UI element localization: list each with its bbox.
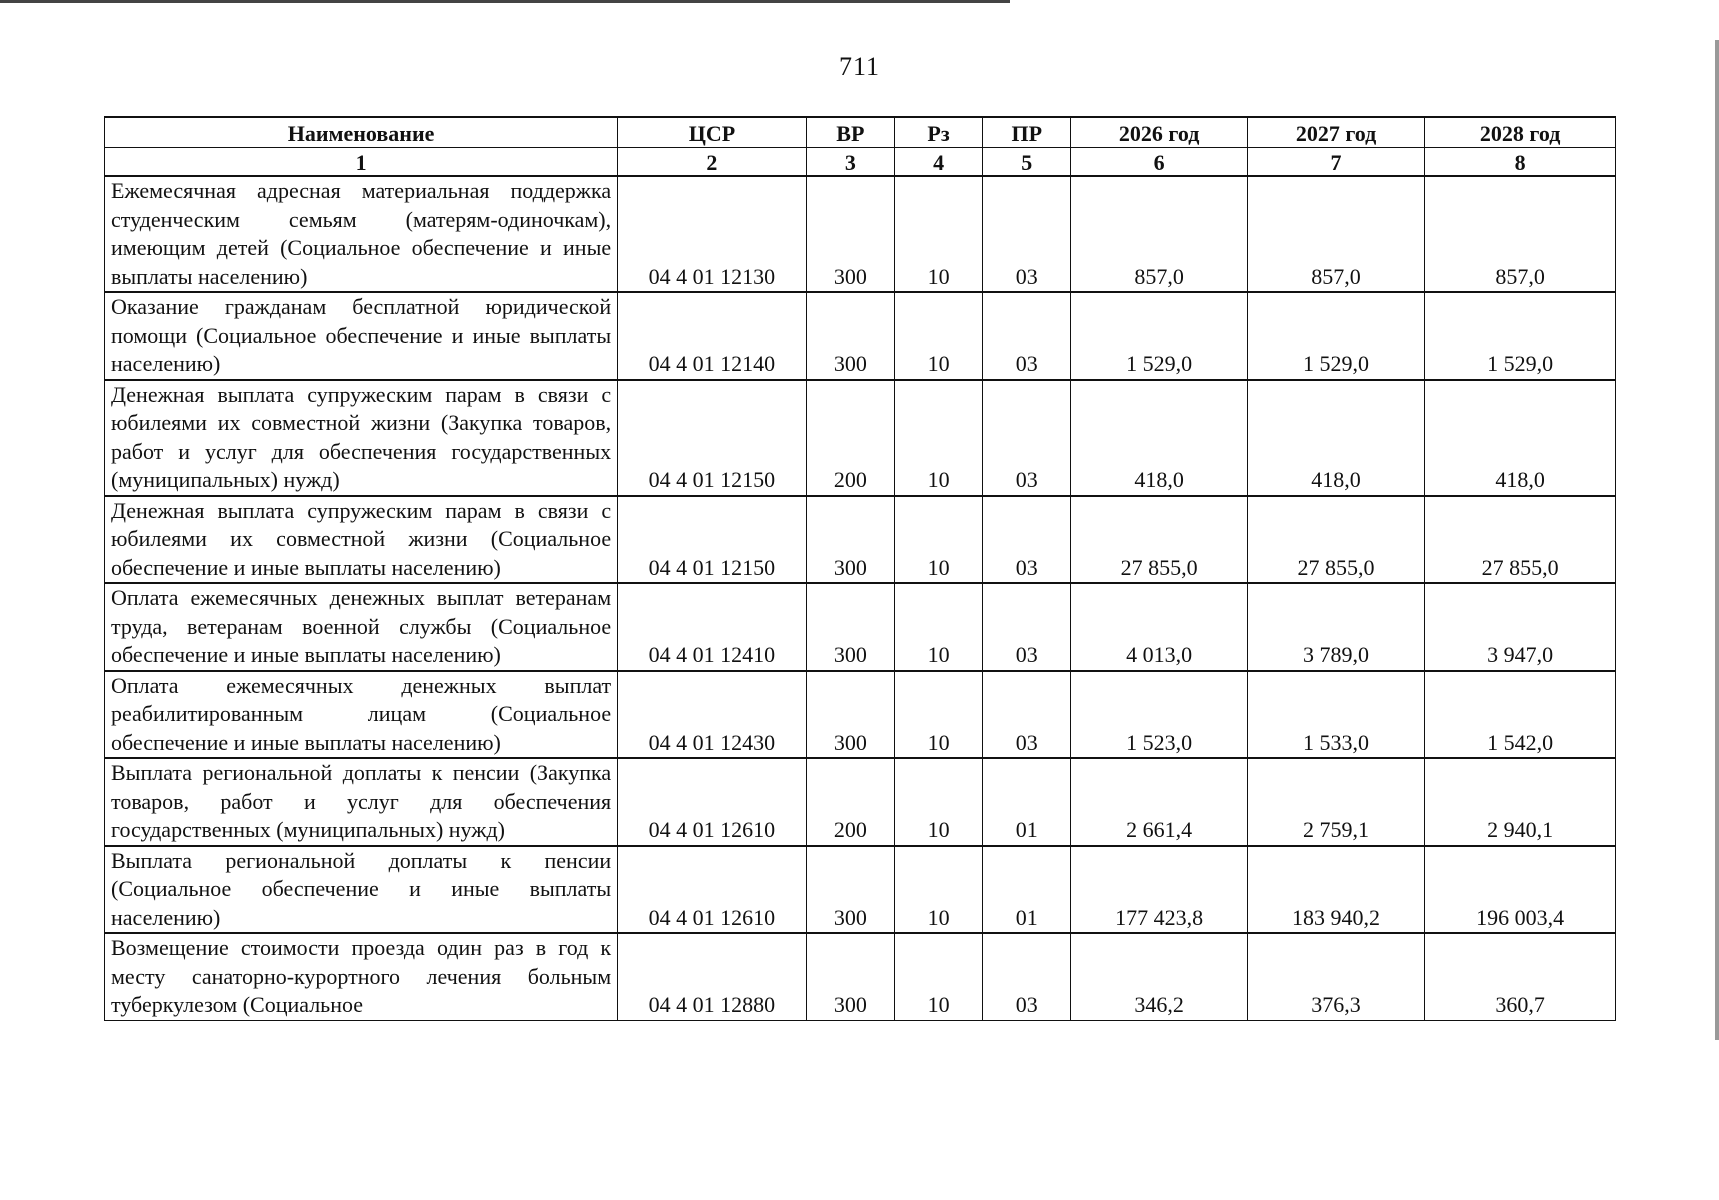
row-csr: 04 4 01 12610 [618, 846, 807, 934]
row-2027: 1 533,0 [1247, 671, 1424, 759]
row-csr: 04 4 01 12880 [618, 933, 807, 1020]
table-row [105, 176, 1616, 292]
row-2026: 857,0 [1071, 176, 1247, 292]
column-number: 6 [1071, 148, 1247, 177]
row-rz: 10 [894, 758, 982, 846]
row-2028: 196 003,4 [1425, 846, 1616, 934]
row-2026: 177 423,8 [1071, 846, 1247, 934]
table-row [105, 671, 1616, 759]
header-pr: ПР [983, 117, 1071, 148]
column-number: 3 [806, 148, 894, 177]
row-2027: 183 940,2 [1247, 846, 1424, 934]
row-pr: 01 [983, 846, 1071, 934]
header-2026: 2026 год [1071, 117, 1247, 148]
row-2026: 418,0 [1071, 380, 1247, 496]
row-rz: 10 [894, 496, 982, 584]
row-name: Ежемесячная адресная материальная поддержка студенческим семьям (матерям-одиночкам), имеющим детей (Социальное обеспечение и иные выплаты населению) [105, 176, 618, 292]
row-2027: 27 855,0 [1247, 496, 1424, 584]
row-rz: 10 [894, 671, 982, 759]
row-pr: 03 [983, 496, 1071, 584]
row-vr: 300 [806, 176, 894, 292]
scan-artifact-top-line [0, 0, 1010, 3]
column-number: 7 [1247, 148, 1424, 177]
row-2027: 3 789,0 [1247, 583, 1424, 671]
row-rz: 10 [894, 583, 982, 671]
table-row [105, 933, 1616, 1020]
row-vr: 200 [806, 380, 894, 496]
row-2026: 2 661,4 [1071, 758, 1247, 846]
row-2026: 1 529,0 [1071, 292, 1247, 380]
row-2028: 2 940,1 [1425, 758, 1616, 846]
table-row [105, 846, 1616, 934]
column-number: 5 [983, 148, 1071, 177]
column-number: 1 [105, 148, 618, 177]
row-name: Возмещение стоимости проезда один раз в год к месту санаторно-курортного лечения больным туберкулезом (Социальное [105, 933, 618, 1020]
row-name: Выплата региональной доплаты к пенсии (Закупка товаров, работ и услуг для обеспечения государственных (муниципальных) нужд) [105, 758, 618, 846]
row-2027: 1 529,0 [1247, 292, 1424, 380]
row-2028: 360,7 [1425, 933, 1616, 1020]
header-2028: 2028 год [1425, 117, 1616, 148]
row-name: Оплата ежемесячных денежных выплат реабилитированным лицам (Социальное обеспечение и иные выплаты населению) [105, 671, 618, 759]
row-rz: 10 [894, 292, 982, 380]
column-number: 2 [618, 148, 807, 177]
column-number: 4 [894, 148, 982, 177]
row-2026: 346,2 [1071, 933, 1247, 1020]
row-vr: 300 [806, 846, 894, 934]
row-csr: 04 4 01 12140 [618, 292, 807, 380]
row-vr: 300 [806, 933, 894, 1020]
row-name: Выплата региональной доплаты к пенсии (Социальное обеспечение и иные выплаты населению) [105, 846, 618, 934]
row-csr: 04 4 01 12410 [618, 583, 807, 671]
row-pr: 01 [983, 758, 1071, 846]
row-2028: 1 529,0 [1425, 292, 1616, 380]
row-2027: 857,0 [1247, 176, 1424, 292]
row-csr: 04 4 01 12150 [618, 380, 807, 496]
row-2028: 857,0 [1425, 176, 1616, 292]
budget-allocation-table [104, 116, 1616, 1021]
table-row [105, 380, 1616, 496]
row-name: Денежная выплата супружеским парам в связи с юбилеями их совместной жизни (Закупка товаров, работ и услуг для обеспечения государственных (муниципальных) нужд) [105, 380, 618, 496]
row-rz: 10 [894, 846, 982, 934]
row-2028: 418,0 [1425, 380, 1616, 496]
row-rz: 10 [894, 380, 982, 496]
row-csr: 04 4 01 12130 [618, 176, 807, 292]
row-vr: 200 [806, 758, 894, 846]
column-number-row [105, 148, 1616, 177]
row-2026: 1 523,0 [1071, 671, 1247, 759]
row-pr: 03 [983, 176, 1071, 292]
row-2027: 2 759,1 [1247, 758, 1424, 846]
header-csr: ЦСР [618, 117, 807, 148]
row-csr: 04 4 01 12150 [618, 496, 807, 584]
row-pr: 03 [983, 933, 1071, 1020]
row-2028: 27 855,0 [1425, 496, 1616, 584]
row-pr: 03 [983, 292, 1071, 380]
row-csr: 04 4 01 12610 [618, 758, 807, 846]
header-vr: ВР [806, 117, 894, 148]
header-2027: 2027 год [1247, 117, 1424, 148]
scan-artifact-right-edge [1715, 40, 1719, 1040]
row-rz: 10 [894, 176, 982, 292]
row-2027: 418,0 [1247, 380, 1424, 496]
row-pr: 03 [983, 671, 1071, 759]
row-2027: 376,3 [1247, 933, 1424, 1020]
row-name: Оказание гражданам бесплатной юридической помощи (Социальное обеспечение и иные выплаты населению) [105, 292, 618, 380]
row-vr: 300 [806, 671, 894, 759]
row-2028: 3 947,0 [1425, 583, 1616, 671]
row-rz: 10 [894, 933, 982, 1020]
table-header-row [105, 117, 1616, 148]
column-number: 8 [1425, 148, 1616, 177]
row-pr: 03 [983, 380, 1071, 496]
row-csr: 04 4 01 12430 [618, 671, 807, 759]
row-name: Денежная выплата супружеским парам в связи с юбилеями их совместной жизни (Социальное обеспечение и иные выплаты населению) [105, 496, 618, 584]
table-row [105, 496, 1616, 584]
table-row [105, 583, 1616, 671]
row-2028: 1 542,0 [1425, 671, 1616, 759]
table-row [105, 292, 1616, 380]
table-row [105, 758, 1616, 846]
row-vr: 300 [806, 583, 894, 671]
row-2026: 4 013,0 [1071, 583, 1247, 671]
row-vr: 300 [806, 496, 894, 584]
header-name: Наименование [105, 117, 618, 148]
row-pr: 03 [983, 583, 1071, 671]
header-rz: Рз [894, 117, 982, 148]
row-vr: 300 [806, 292, 894, 380]
page-number: 711 [838, 52, 881, 81]
row-2026: 27 855,0 [1071, 496, 1247, 584]
row-name: Оплата ежемесячных денежных выплат ветеранам труда, ветеранам военной службы (Социальное обеспечение и иные выплаты населению) [105, 583, 618, 671]
